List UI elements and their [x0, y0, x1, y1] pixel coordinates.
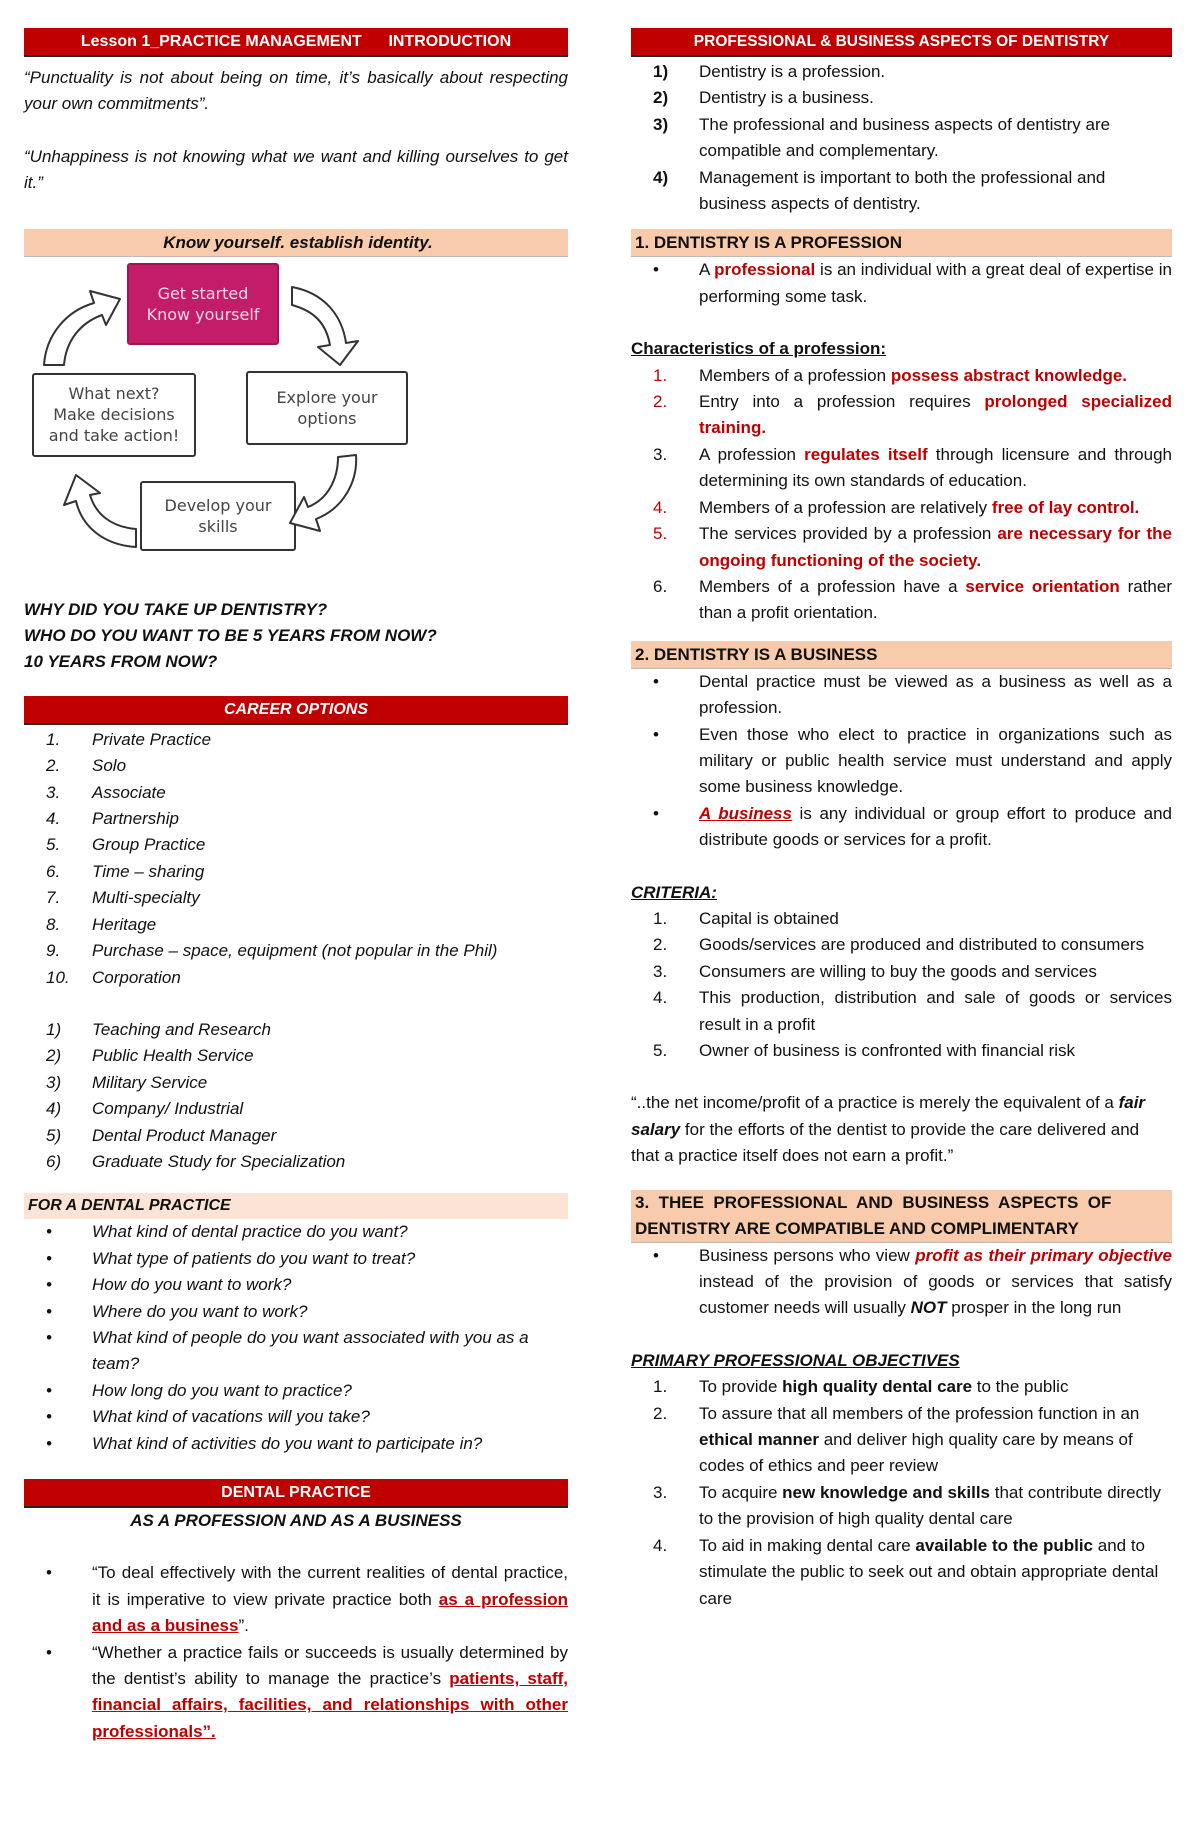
criteria-list [631, 906, 1172, 1064]
dental-practice-questions [24, 1219, 568, 1457]
reflection-questions [24, 597, 568, 676]
list-item: • Business persons who view profit as their primary objective instead of the provision of goods or services that satisfy customer needs will usually NOT prosper in the long run [653, 1245, 1172, 1318]
list-item: 1) Dentistry is a profession. [653, 62, 886, 81]
list-item: 4) Company/ Industrial [46, 1099, 244, 1119]
list-item: • A business is any individual or group effort to produce and distribute goods or services for a profit. [653, 803, 1172, 850]
characteristics-heading: Characteristics of a profession: [631, 339, 887, 359]
list-item: 1. Members of a profession possess abstract knowledge. [653, 365, 1128, 385]
develop-label: Develop your [164, 495, 272, 515]
list-item: 5. Owner of business is confronted with financial risk [653, 1041, 1076, 1060]
list-item: • Where do you want to work? [46, 1301, 308, 1321]
career-options-list [24, 727, 568, 991]
get-started-label: Get started [157, 283, 249, 303]
list-item: 2. To assure that all members of the profession function in an ethical manner and deliver high quality care by means of codes of ethics and peer review [653, 1403, 1140, 1476]
list-item: • What kind of activities do you want to participate in? [46, 1433, 483, 1453]
list-item: 6) Graduate Study for Specialization [46, 1151, 346, 1171]
compatible-bullets [631, 1243, 1172, 1322]
know-yourself-label: Know yourself [146, 304, 260, 324]
question-why-dentistry: WHY DID YOU TAKE UP DENTISTRY? [24, 599, 328, 619]
list-item: • How do you want to work? [46, 1275, 292, 1295]
make-decisions-label: Make decisions [53, 405, 175, 425]
compatible-section-bar: 3. THEE PROFESSIONAL AND BUSINESS ASPECTS OF DENTISTRY ARE COMPATIBLE AND COMPLIMENTARY [631, 1190, 1172, 1243]
quote-punctuality: “Punctuality is not about being on time, it’s basically about respecting your own commitments”. [24, 68, 568, 114]
list-item: 10. Corporation [46, 967, 181, 987]
list-item: 5) Dental Product Manager [46, 1125, 277, 1145]
list-item: • A professional is an individual with a great deal of expertise in performing some task. [653, 260, 1172, 306]
list-item: 1. To provide high quality dental care to the public [653, 1377, 1069, 1397]
list-item: 3. A profession regulates itself through licensure and through determining its own standards of education. [653, 444, 1172, 491]
dental-practice-bar: DENTAL PRACTICE [24, 1479, 568, 1508]
list-item: 2. Goods/services are produced and distributed to consumers [653, 935, 1145, 955]
profession-section-bar: 1. DENTISTRY IS A PROFESSION [631, 229, 1172, 257]
list-item: • “Whether a practice fails or succeeds is usually determined by the dentist’s ability to manage the practice’s patients, staff, financial affairs, facilities, and relationships with other professionals”. [46, 1642, 568, 1741]
for-dental-practice-bar: FOR A DENTAL PRACTICE [24, 1193, 568, 1219]
left-column [24, 28, 568, 1745]
career-options-bar: CAREER OPTIONS [24, 696, 568, 725]
other-career-list [24, 1017, 568, 1175]
career-cycle-diagram [24, 257, 568, 597]
list-item: • “To deal effectively with the current realities of dental practice, it is imperative to view private practice both as a profession and as a business”. [46, 1563, 568, 1636]
skills-label: skills [198, 516, 238, 536]
know-yourself-bar: Know yourself. establish identity. [24, 229, 568, 257]
cycle-arrows [24, 257, 568, 597]
list-item: • What kind of dental practice do you want? [46, 1222, 408, 1242]
aspects-list [631, 59, 1172, 217]
arrow-top-right-icon [292, 287, 358, 365]
arrow-bottom-left-icon [64, 475, 136, 547]
list-item: 6. Members of a profession have a service orientation rather than a profit orientation. [653, 576, 1172, 623]
objectives-list [631, 1374, 1172, 1612]
list-item: 2) Dentistry is a business. [653, 88, 874, 108]
business-bullets [631, 669, 1172, 854]
arrow-bottom-right-icon [290, 455, 356, 531]
list-item: 2. Solo [46, 756, 127, 776]
profession-definition [631, 257, 1172, 310]
list-item: 1) Teaching and Research [46, 1019, 271, 1039]
list-item: 7. Multi-specialty [46, 888, 200, 908]
aspects-title-bar: PROFESSIONAL & BUSINESS ASPECTS OF DENTISTRY [631, 28, 1172, 57]
take-action-label: and take action! [48, 426, 180, 446]
lesson-title-bar: Lesson 1_PRACTICE MANAGEMENT INTRODUCTION [24, 28, 568, 57]
list-item: • What kind of people do you want associated with you as a team? [46, 1327, 529, 1374]
list-item: • What kind of vacations will you take? [46, 1407, 370, 1427]
list-item: 4) Management is important to both the professional and business aspects of dentistry. [653, 167, 1106, 214]
options-label: options [297, 408, 357, 428]
list-item: 4. Members of a profession are relatively free of lay control. [653, 497, 1140, 517]
list-item: 1. Private Practice [46, 729, 212, 749]
list-item: • Dental practice must be viewed as a business as well as a profession. [653, 671, 1172, 718]
list-item: 5. The services provided by a profession are necessary for the ongoing functioning of the society. [653, 524, 1172, 570]
list-item: 8. Heritage [46, 914, 157, 934]
arrow-top-left-icon [44, 291, 120, 365]
list-item: 3. To acquire new knowledge and skills that contribute directly to the provision of high quality dental care [653, 1482, 1162, 1529]
list-item: 4. This production, distribution and sale of goods or services result in a profit [653, 988, 1172, 1034]
objectives-heading: PRIMARY PROFESSIONAL OBJECTIVES [631, 1350, 960, 1370]
right-column [631, 28, 1172, 1612]
characteristics-list [631, 363, 1172, 627]
dental-practice-quotes [24, 1560, 568, 1745]
list-item: 3. Associate [46, 782, 166, 802]
list-item: 4. Partnership [46, 809, 179, 829]
list-item: • Even those who elect to practice in organizations such as military or public health service must understand and apply some business knowledge. [653, 724, 1172, 797]
criteria-heading: CRITERIA: [631, 882, 717, 902]
list-item: 9. Purchase – space, equipment (not popular in the Phil) [46, 941, 498, 961]
what-next-label: What next? [68, 384, 160, 404]
list-item: • What type of patients do you want to treat? [46, 1248, 416, 1268]
list-item: 2. Entry into a profession requires prolonged specialized training. [653, 392, 1172, 438]
explore-label: Explore your [276, 387, 378, 407]
quote-unhappiness: “Unhappiness is not knowing what we want and killing ourselves to get it.” [24, 146, 568, 193]
list-item: 3) Military Service [46, 1072, 208, 1092]
question-5-years: WHO DO YOU WANT TO BE 5 YEARS FROM NOW? [24, 626, 437, 646]
net-income-quote: “..the net income/profit of a practice is merely the equivalent of a fair salary for the efforts of the dentist to provide the care delivered and that a practice itself does not earn a profit.” [631, 1093, 1146, 1166]
list-item: 1. Capital is obtained [653, 908, 839, 928]
list-item: • How long do you want to practice? [46, 1380, 352, 1400]
question-10-years: 10 YEARS FROM NOW? [24, 652, 218, 672]
list-item: 6. Time – sharing [46, 861, 205, 881]
business-section-bar: 2. DENTISTRY IS A BUSINESS [631, 641, 1172, 669]
list-item: 4. To aid in making dental care available to the public and to stimulate the public to seek out and obtain appropriate dental care [653, 1535, 1159, 1608]
list-item: 2) Public Health Service [46, 1046, 254, 1066]
list-item: 5. Group Practice [46, 835, 206, 855]
dental-practice-subtitle: AS A PROFESSION AND AS A BUSINESS [130, 1511, 462, 1530]
list-item: 3) The professional and business aspects of dentistry are compatible and complementary. [653, 114, 1111, 161]
list-item: 3. Consumers are willing to buy the goods and services [653, 961, 1097, 981]
